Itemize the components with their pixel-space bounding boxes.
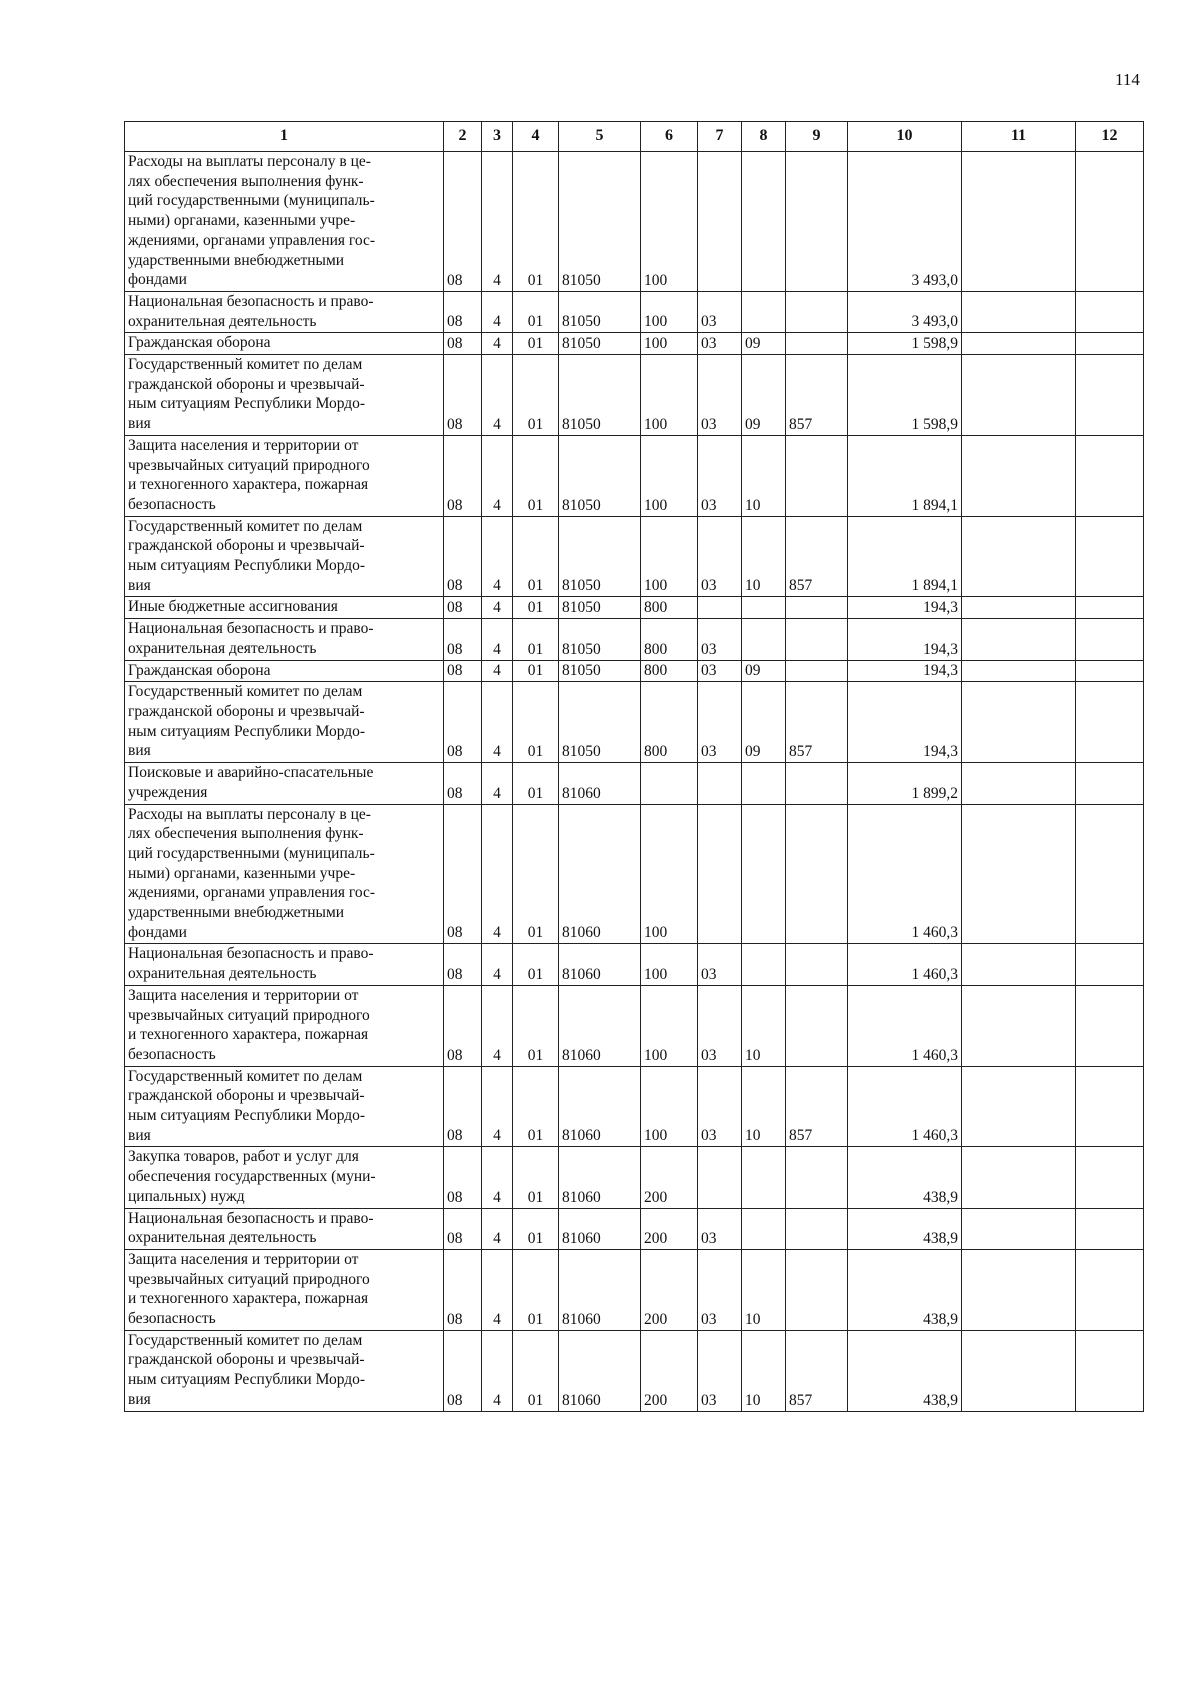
col8-cell: 10 <box>742 1066 786 1147</box>
col3-cell: 4 <box>482 291 513 332</box>
col9-cell <box>786 1208 848 1249</box>
col7-cell: 03 <box>698 291 742 332</box>
col-header-6: 6 <box>641 122 698 152</box>
col4-cell: 01 <box>513 804 559 944</box>
col11-cell <box>962 152 1076 292</box>
description-cell: Закупка товаров, работ и услуг для обеспечения государственных (муни- ципальных) нужд <box>125 1147 444 1208</box>
col12-cell <box>1076 516 1144 597</box>
col8-cell <box>742 1147 786 1208</box>
col9-cell <box>786 660 848 682</box>
col2-cell: 08 <box>444 1330 482 1411</box>
col11-cell <box>962 1147 1076 1208</box>
col3-cell: 4 <box>482 516 513 597</box>
col4-cell: 01 <box>513 516 559 597</box>
description-cell: Защита населения и территории от чрезвычайных ситуаций природного и техногенного характера, пожарная безопасность <box>125 1249 444 1330</box>
col12-cell <box>1076 619 1144 660</box>
col4-cell: 01 <box>513 660 559 682</box>
col2-cell: 08 <box>444 291 482 332</box>
col-header-4: 4 <box>513 122 559 152</box>
table-row <box>125 619 1144 660</box>
col12-cell <box>1076 985 1144 1066</box>
col5-cell: 81060 <box>559 804 641 944</box>
table-row <box>125 660 1144 682</box>
col2-cell: 08 <box>444 985 482 1066</box>
col6-cell: 100 <box>641 1066 698 1147</box>
col9-cell: 857 <box>786 682 848 763</box>
col8-cell: 10 <box>742 1330 786 1411</box>
description-cell: Национальная безопасность и право- охранительная деятельность <box>125 944 444 985</box>
col2-cell: 08 <box>444 682 482 763</box>
col8-cell <box>742 597 786 619</box>
col12-cell <box>1076 1066 1144 1147</box>
col6-cell: 100 <box>641 152 698 292</box>
col4-cell: 01 <box>513 763 559 804</box>
col5-cell: 81060 <box>559 1147 641 1208</box>
budget-table <box>124 121 1144 1412</box>
col5-cell: 81060 <box>559 1330 641 1411</box>
amount-cell: 1 598,9 <box>848 333 962 355</box>
col8-cell: 09 <box>742 355 786 436</box>
col12-cell <box>1076 660 1144 682</box>
col3-cell: 4 <box>482 1147 513 1208</box>
col8-cell <box>742 291 786 332</box>
description-cell: Государственный комитет по делам гражданской обороны и чрезвычай- ным ситуациям Республики Мордо- вия <box>125 1330 444 1411</box>
col2-cell: 08 <box>444 1249 482 1330</box>
col12-cell <box>1076 682 1144 763</box>
col6-cell: 200 <box>641 1208 698 1249</box>
col7-cell <box>698 763 742 804</box>
table-row <box>125 1330 1144 1411</box>
col2-cell: 08 <box>444 944 482 985</box>
col6-cell: 200 <box>641 1330 698 1411</box>
col4-cell: 01 <box>513 1330 559 1411</box>
col5-cell: 81060 <box>559 1066 641 1147</box>
page-number: 114 <box>1115 70 1140 89</box>
col8-cell: 10 <box>742 1249 786 1330</box>
col12-cell <box>1076 1249 1144 1330</box>
col7-cell <box>698 1147 742 1208</box>
col9-cell <box>786 435 848 516</box>
col12-cell <box>1076 152 1144 292</box>
col12-cell <box>1076 333 1144 355</box>
col3-cell: 4 <box>482 985 513 1066</box>
col5-cell: 81060 <box>559 763 641 804</box>
col4-cell: 01 <box>513 619 559 660</box>
col6-cell: 100 <box>641 944 698 985</box>
col11-cell <box>962 944 1076 985</box>
col-header-1: 1 <box>125 122 444 152</box>
header-row <box>125 122 1144 152</box>
amount-cell: 194,3 <box>848 619 962 660</box>
col3-cell: 4 <box>482 435 513 516</box>
col6-cell: 100 <box>641 291 698 332</box>
col11-cell <box>962 291 1076 332</box>
table-row <box>125 682 1144 763</box>
col4-cell: 01 <box>513 435 559 516</box>
col11-cell <box>962 660 1076 682</box>
col3-cell: 4 <box>482 1330 513 1411</box>
table-row <box>125 597 1144 619</box>
col5-cell: 81050 <box>559 660 641 682</box>
col11-cell <box>962 804 1076 944</box>
col12-cell <box>1076 944 1144 985</box>
col4-cell: 01 <box>513 597 559 619</box>
col7-cell <box>698 804 742 944</box>
col3-cell: 4 <box>482 597 513 619</box>
col2-cell: 08 <box>444 1066 482 1147</box>
table-row <box>125 435 1144 516</box>
description-cell: Гражданская оборона <box>125 333 444 355</box>
col6-cell: 100 <box>641 355 698 436</box>
col9-cell <box>786 763 848 804</box>
col2-cell: 08 <box>444 333 482 355</box>
col7-cell: 03 <box>698 355 742 436</box>
col12-cell <box>1076 597 1144 619</box>
col3-cell: 4 <box>482 660 513 682</box>
col3-cell: 4 <box>482 804 513 944</box>
col7-cell: 03 <box>698 1208 742 1249</box>
col2-cell: 08 <box>444 355 482 436</box>
description-cell: Расходы на выплаты персоналу в це- лях обеспечения выполнения функ- ций государственными (муниципаль- ными) органами, казенными учре- ждениями, органами управления гос- ударственными внебюджетными фондами <box>125 152 444 292</box>
col3-cell: 4 <box>482 152 513 292</box>
table-row <box>125 291 1144 332</box>
description-cell: Национальная безопасность и право- охранительная деятельность <box>125 291 444 332</box>
table-row <box>125 763 1144 804</box>
col9-cell: 857 <box>786 1066 848 1147</box>
col7-cell <box>698 152 742 292</box>
col11-cell <box>962 1208 1076 1249</box>
table-body <box>125 152 1144 1412</box>
col12-cell <box>1076 1147 1144 1208</box>
col-header-12: 12 <box>1076 122 1144 152</box>
col5-cell: 81050 <box>559 682 641 763</box>
col5-cell: 81050 <box>559 516 641 597</box>
col7-cell: 03 <box>698 985 742 1066</box>
description-cell: Защита населения и территории от чрезвычайных ситуаций природного и техногенного характера, пожарная безопасность <box>125 985 444 1066</box>
col9-cell: 857 <box>786 1330 848 1411</box>
col8-cell: 09 <box>742 333 786 355</box>
col6-cell: 800 <box>641 682 698 763</box>
col11-cell <box>962 763 1076 804</box>
col4-cell: 01 <box>513 1066 559 1147</box>
col7-cell: 03 <box>698 682 742 763</box>
col4-cell: 01 <box>513 1147 559 1208</box>
col9-cell: 857 <box>786 355 848 436</box>
description-cell: Государственный комитет по делам гражданской обороны и чрезвычай- ным ситуациям Республики Мордо- вия <box>125 516 444 597</box>
amount-cell: 1 460,3 <box>848 985 962 1066</box>
col12-cell <box>1076 435 1144 516</box>
col12-cell <box>1076 355 1144 436</box>
col6-cell: 100 <box>641 804 698 944</box>
col5-cell: 81050 <box>559 333 641 355</box>
col-header-3: 3 <box>482 122 513 152</box>
amount-cell: 194,3 <box>848 660 962 682</box>
description-cell: Национальная безопасность и право- охранительная деятельность <box>125 1208 444 1249</box>
col11-cell <box>962 1066 1076 1147</box>
amount-cell: 1 460,3 <box>848 944 962 985</box>
description-cell: Национальная безопасность и право- охранительная деятельность <box>125 619 444 660</box>
col7-cell: 03 <box>698 333 742 355</box>
col5-cell: 81050 <box>559 435 641 516</box>
col2-cell: 08 <box>444 1147 482 1208</box>
col9-cell <box>786 597 848 619</box>
col-header-7: 7 <box>698 122 742 152</box>
col11-cell <box>962 682 1076 763</box>
col9-cell <box>786 619 848 660</box>
col6-cell: 800 <box>641 660 698 682</box>
col7-cell: 03 <box>698 660 742 682</box>
col6-cell: 100 <box>641 516 698 597</box>
col8-cell: 10 <box>742 985 786 1066</box>
col5-cell: 81050 <box>559 355 641 436</box>
col3-cell: 4 <box>482 682 513 763</box>
col5-cell: 81050 <box>559 291 641 332</box>
col2-cell: 08 <box>444 804 482 944</box>
col4-cell: 01 <box>513 985 559 1066</box>
col8-cell <box>742 944 786 985</box>
col6-cell: 200 <box>641 1147 698 1208</box>
col2-cell: 08 <box>444 152 482 292</box>
col8-cell <box>742 804 786 944</box>
col6-cell <box>641 763 698 804</box>
table-row <box>125 944 1144 985</box>
amount-cell: 1 460,3 <box>848 804 962 944</box>
amount-cell: 1 894,1 <box>848 516 962 597</box>
col9-cell: 857 <box>786 516 848 597</box>
amount-cell: 3 493,0 <box>848 291 962 332</box>
amount-cell: 1 894,1 <box>848 435 962 516</box>
col5-cell: 81050 <box>559 152 641 292</box>
col7-cell: 03 <box>698 1066 742 1147</box>
col5-cell: 81050 <box>559 597 641 619</box>
amount-cell: 438,9 <box>848 1208 962 1249</box>
col-header-8: 8 <box>742 122 786 152</box>
col9-cell <box>786 291 848 332</box>
col12-cell <box>1076 291 1144 332</box>
col9-cell <box>786 804 848 944</box>
col5-cell: 81060 <box>559 985 641 1066</box>
col12-cell <box>1076 763 1144 804</box>
amount-cell: 1 899,2 <box>848 763 962 804</box>
col3-cell: 4 <box>482 763 513 804</box>
col8-cell: 10 <box>742 435 786 516</box>
col5-cell: 81050 <box>559 619 641 660</box>
col2-cell: 08 <box>444 660 482 682</box>
col2-cell: 08 <box>444 619 482 660</box>
col7-cell: 03 <box>698 619 742 660</box>
table-row <box>125 804 1144 944</box>
amount-cell: 1 460,3 <box>848 1066 962 1147</box>
description-cell: Государственный комитет по делам гражданской обороны и чрезвычай- ным ситуациям Республики Мордо- вия <box>125 1066 444 1147</box>
col7-cell: 03 <box>698 944 742 985</box>
amount-cell: 438,9 <box>848 1249 962 1330</box>
col3-cell: 4 <box>482 1208 513 1249</box>
col-header-11: 11 <box>962 122 1076 152</box>
col8-cell: 09 <box>742 660 786 682</box>
col6-cell: 100 <box>641 985 698 1066</box>
col11-cell <box>962 333 1076 355</box>
col8-cell: 10 <box>742 516 786 597</box>
table-row <box>125 516 1144 597</box>
col11-cell <box>962 597 1076 619</box>
col2-cell: 08 <box>444 435 482 516</box>
table-row <box>125 985 1144 1066</box>
col4-cell: 01 <box>513 1208 559 1249</box>
table-row <box>125 1249 1144 1330</box>
col4-cell: 01 <box>513 152 559 292</box>
table-row <box>125 1066 1144 1147</box>
col9-cell <box>786 944 848 985</box>
col2-cell: 08 <box>444 1208 482 1249</box>
col7-cell: 03 <box>698 516 742 597</box>
col8-cell <box>742 1208 786 1249</box>
col3-cell: 4 <box>482 619 513 660</box>
col4-cell: 01 <box>513 333 559 355</box>
col2-cell: 08 <box>444 597 482 619</box>
col4-cell: 01 <box>513 944 559 985</box>
table-row <box>125 1208 1144 1249</box>
col6-cell: 800 <box>641 619 698 660</box>
col12-cell <box>1076 1330 1144 1411</box>
description-cell: Защита населения и территории от чрезвычайных ситуаций природного и техногенного характера, пожарная безопасность <box>125 435 444 516</box>
col4-cell: 01 <box>513 355 559 436</box>
col7-cell <box>698 597 742 619</box>
col8-cell <box>742 619 786 660</box>
col12-cell <box>1076 1208 1144 1249</box>
description-cell: Государственный комитет по делам гражданской обороны и чрезвычай- ным ситуациям Республики Мордо- вия <box>125 355 444 436</box>
col11-cell <box>962 985 1076 1066</box>
col6-cell: 100 <box>641 435 698 516</box>
amount-cell: 194,3 <box>848 682 962 763</box>
col9-cell <box>786 152 848 292</box>
col5-cell: 81060 <box>559 1208 641 1249</box>
col4-cell: 01 <box>513 1249 559 1330</box>
col8-cell <box>742 152 786 292</box>
description-cell: Поисковые и аварийно-спасательные учреждения <box>125 763 444 804</box>
col-header-2: 2 <box>444 122 482 152</box>
col2-cell: 08 <box>444 763 482 804</box>
col11-cell <box>962 516 1076 597</box>
table-row <box>125 355 1144 436</box>
col9-cell <box>786 1249 848 1330</box>
col6-cell: 800 <box>641 597 698 619</box>
amount-cell: 3 493,0 <box>848 152 962 292</box>
amount-cell: 438,9 <box>848 1147 962 1208</box>
col11-cell <box>962 1330 1076 1411</box>
description-cell: Расходы на выплаты персоналу в це- лях обеспечения выполнения функ- ций государственными (муниципаль- ными) органами, казенными учре- ждениями, органами управления гос- ударственными внебюджетными фондами <box>125 804 444 944</box>
col3-cell: 4 <box>482 944 513 985</box>
col4-cell: 01 <box>513 291 559 332</box>
col11-cell <box>962 619 1076 660</box>
col7-cell: 03 <box>698 1249 742 1330</box>
col-header-5: 5 <box>559 122 641 152</box>
col-header-9: 9 <box>786 122 848 152</box>
description-cell: Иные бюджетные ассигнования <box>125 597 444 619</box>
col12-cell <box>1076 804 1144 944</box>
col9-cell <box>786 1147 848 1208</box>
col5-cell: 81060 <box>559 944 641 985</box>
col6-cell: 200 <box>641 1249 698 1330</box>
col7-cell: 03 <box>698 1330 742 1411</box>
col8-cell: 09 <box>742 682 786 763</box>
col3-cell: 4 <box>482 1066 513 1147</box>
amount-cell: 194,3 <box>848 597 962 619</box>
col7-cell: 03 <box>698 435 742 516</box>
col9-cell <box>786 333 848 355</box>
col3-cell: 4 <box>482 1249 513 1330</box>
table-row <box>125 152 1144 292</box>
amount-cell: 1 598,9 <box>848 355 962 436</box>
col11-cell <box>962 435 1076 516</box>
description-cell: Государственный комитет по делам гражданской обороны и чрезвычай- ным ситуациям Республики Мордо- вия <box>125 682 444 763</box>
description-cell: Гражданская оборона <box>125 660 444 682</box>
col5-cell: 81060 <box>559 1249 641 1330</box>
col3-cell: 4 <box>482 333 513 355</box>
table-row <box>125 1147 1144 1208</box>
table-row <box>125 333 1144 355</box>
col3-cell: 4 <box>482 355 513 436</box>
col6-cell: 100 <box>641 333 698 355</box>
col4-cell: 01 <box>513 682 559 763</box>
col11-cell <box>962 355 1076 436</box>
col-header-10: 10 <box>848 122 962 152</box>
amount-cell: 438,9 <box>848 1330 962 1411</box>
col9-cell <box>786 985 848 1066</box>
col2-cell: 08 <box>444 516 482 597</box>
col11-cell <box>962 1249 1076 1330</box>
col8-cell <box>742 763 786 804</box>
